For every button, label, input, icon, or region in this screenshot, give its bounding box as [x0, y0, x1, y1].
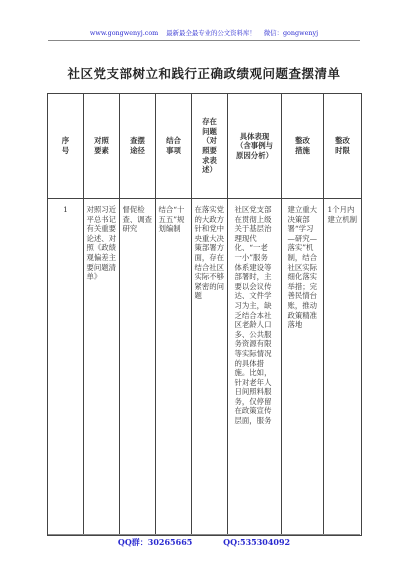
col-header-num: 序号 [48, 94, 84, 199]
col-header-detail: 具体表现（含事例与原因分析） [228, 94, 282, 199]
footer-divider [48, 534, 360, 535]
cell-measure: 建立重大决策部署“学习—研究—落实”机制，结合社区实际细化落实举措；完善民情台账，推动政策精准落地 [282, 199, 324, 536]
col-header-matter: 结合事项 [156, 94, 192, 199]
col-header-measure: 整改措施 [282, 94, 324, 199]
page-footer [0, 537, 408, 548]
footer-qq-group: QQ群：30265665 [117, 537, 193, 547]
col-header-problem: 存在问题（对照要求表述） [192, 94, 228, 199]
cell-element: 对照习近平总书记有关重要论述、对照《政绩观偏差主要问题清单》 [84, 199, 120, 536]
cell-deadline: 1个月内建立机制 [324, 199, 362, 536]
col-header-deadline: 整改时限 [324, 94, 362, 199]
cell-matter: 结合“十五五”规划编制 [156, 199, 192, 536]
checklist-table [47, 93, 362, 536]
header-wechat: 微信：gongwenyj [263, 29, 319, 37]
col-header-element: 对照要素 [84, 94, 120, 199]
cell-approach: 督促检查、调查研究 [120, 199, 156, 536]
header-divider [48, 40, 360, 41]
table-header-row [48, 94, 362, 199]
footer-qq: QQ:535304092 [223, 537, 291, 547]
cell-num: 1 [48, 199, 84, 536]
header-slogan: 最新最全最专业的公文资料库！ [166, 29, 256, 37]
document-title: 社区党支部树立和践行正确政绩观问题查摆清单 [67, 66, 341, 81]
cell-problem: 在落实党的大政方针和党中央重大决策部署方面，存在结合社区实际不够紧密的问题 [192, 199, 228, 536]
header-site[interactable]: www.gongwenyj.com [89, 29, 159, 37]
page-header [0, 28, 408, 37]
col-header-approach: 查摆途径 [120, 94, 156, 199]
table-row [48, 199, 362, 536]
cell-detail: 社区党支部在贯彻上级关于基层治理现代化、“一老一小”服务体系建设等部署时，主要以会议传达、文件学习为主，缺乏结合本社区老龄人口多、公共服务资源有限等实际情况的具体措施。比如，针对老年人日间照料服务，仅停留在政策宣传层面，服务 [228, 199, 282, 536]
